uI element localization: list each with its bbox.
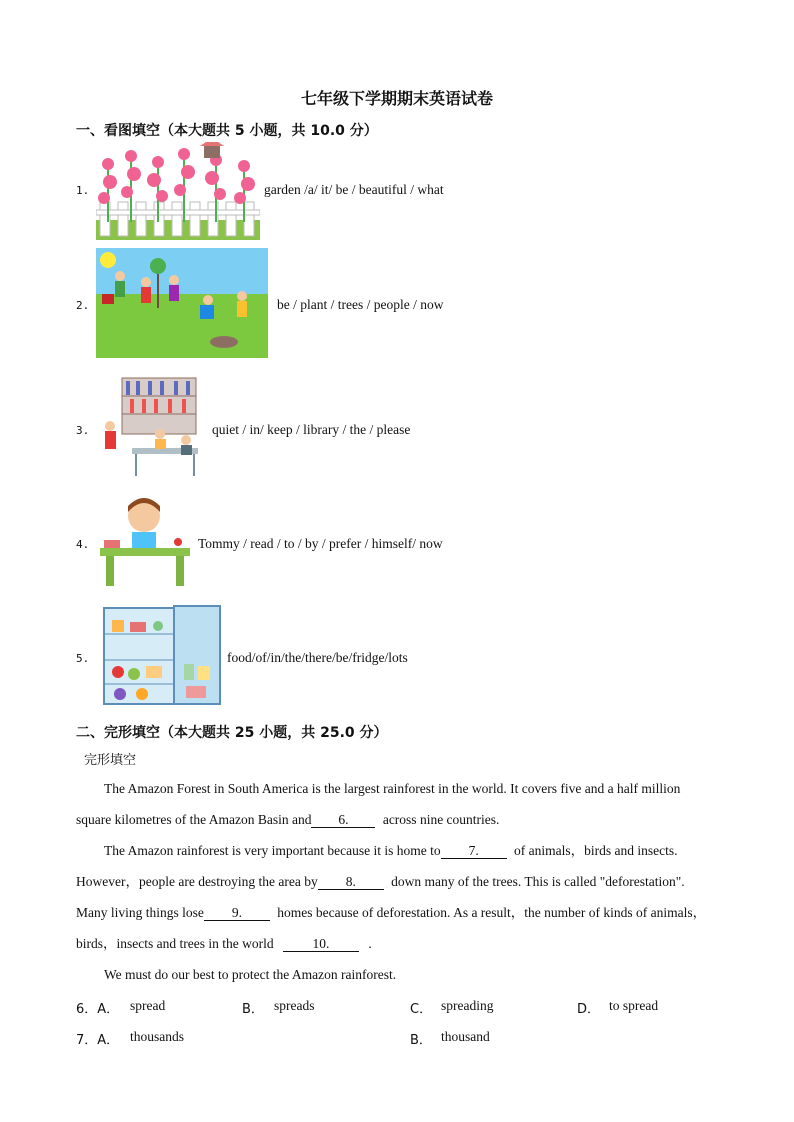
blank-10[interactable]: 10. bbox=[283, 936, 359, 952]
option-label-c: C． bbox=[410, 1002, 433, 1017]
page-title: 七年级下学期期末英语试卷 bbox=[300, 89, 493, 108]
option-6a[interactable]: spread bbox=[130, 998, 166, 1013]
option-6d[interactable]: to spread bbox=[609, 998, 659, 1013]
question-4-number: 4. bbox=[76, 538, 90, 551]
passage-text: down many of the trees. This is called "deforestation". bbox=[391, 874, 685, 889]
passage-line-3 bbox=[104, 842, 678, 860]
passage-line-4 bbox=[76, 873, 685, 891]
blank-9[interactable]: 9. bbox=[204, 905, 270, 921]
flower-garden-icon bbox=[96, 142, 260, 240]
passage-line-2 bbox=[76, 811, 499, 829]
passage-text: birds，insects and trees in the world bbox=[76, 936, 274, 951]
option-label-b: B． bbox=[410, 1033, 432, 1048]
passage-text: The Amazon rainforest is very important because it is home to bbox=[104, 843, 441, 858]
question-1-prompt: garden /a/ it/ be / beautiful / what bbox=[264, 182, 444, 197]
blank-8[interactable]: 8. bbox=[318, 874, 384, 890]
passage-text: . bbox=[368, 936, 372, 951]
passage-line-5 bbox=[76, 904, 706, 922]
question-3-prompt: quiet / in/ keep / library / the / please bbox=[212, 422, 411, 437]
boy-reading-icon bbox=[96, 494, 194, 590]
passage-line-1: The Amazon Forest in South America is the largest rainforest in the world. It covers five and a half million bbox=[104, 781, 681, 796]
blank-7[interactable]: 7. bbox=[441, 843, 507, 859]
option-label-b: B． bbox=[242, 1002, 264, 1017]
passage-line-6 bbox=[76, 935, 372, 953]
blank-6[interactable]: 6. bbox=[311, 812, 375, 828]
section2-heading: 二、完形填空（本大题共 25 小题，共 25.0 分） bbox=[76, 725, 388, 741]
question-5-prompt: food/of/in/the/there/be/fridge/lots bbox=[227, 650, 408, 665]
section1-heading: 一、看图填空（本大题共 5 小题，共 10.0 分） bbox=[76, 123, 378, 139]
question-2-number: 2. bbox=[76, 299, 90, 312]
tree-planting-icon bbox=[96, 248, 268, 358]
passage-text: Many living things lose bbox=[76, 905, 204, 920]
passage-text: homes because of deforestation. As a result，the number of kinds of animals， bbox=[277, 905, 707, 920]
question-4-prompt: Tommy / read / to / by / prefer / himself/ now bbox=[198, 536, 443, 551]
option-7a[interactable]: thousands bbox=[130, 1029, 184, 1044]
question-5-number: 5. bbox=[76, 652, 90, 665]
library-icon bbox=[96, 376, 210, 482]
passage-text: However，people are destroying the area by bbox=[76, 874, 318, 889]
passage-text: across nine countries. bbox=[382, 812, 500, 827]
question-7-number: 7．A． bbox=[76, 1033, 120, 1048]
question-3-number: 3. bbox=[76, 424, 90, 437]
passage-line-7: We must do our best to protect the Amazon rainforest. bbox=[104, 967, 397, 982]
question-1-number: 1. bbox=[76, 184, 90, 197]
passage-text: square kilometres of the Amazon Basin and bbox=[76, 812, 312, 827]
question-2-prompt: be / plant / trees / people / now bbox=[277, 297, 444, 312]
option-7b[interactable]: thousand bbox=[441, 1029, 490, 1044]
question-6-number: 6．A． bbox=[76, 1002, 120, 1017]
section2-subheading: 完形填空 bbox=[84, 753, 137, 768]
passage-text: of animals，birds and insects. bbox=[514, 843, 678, 858]
option-6b[interactable]: spreads bbox=[274, 998, 315, 1013]
option-label-d: D． bbox=[577, 1002, 601, 1017]
fridge-icon bbox=[100, 604, 224, 708]
option-6c[interactable]: spreading bbox=[441, 998, 494, 1013]
